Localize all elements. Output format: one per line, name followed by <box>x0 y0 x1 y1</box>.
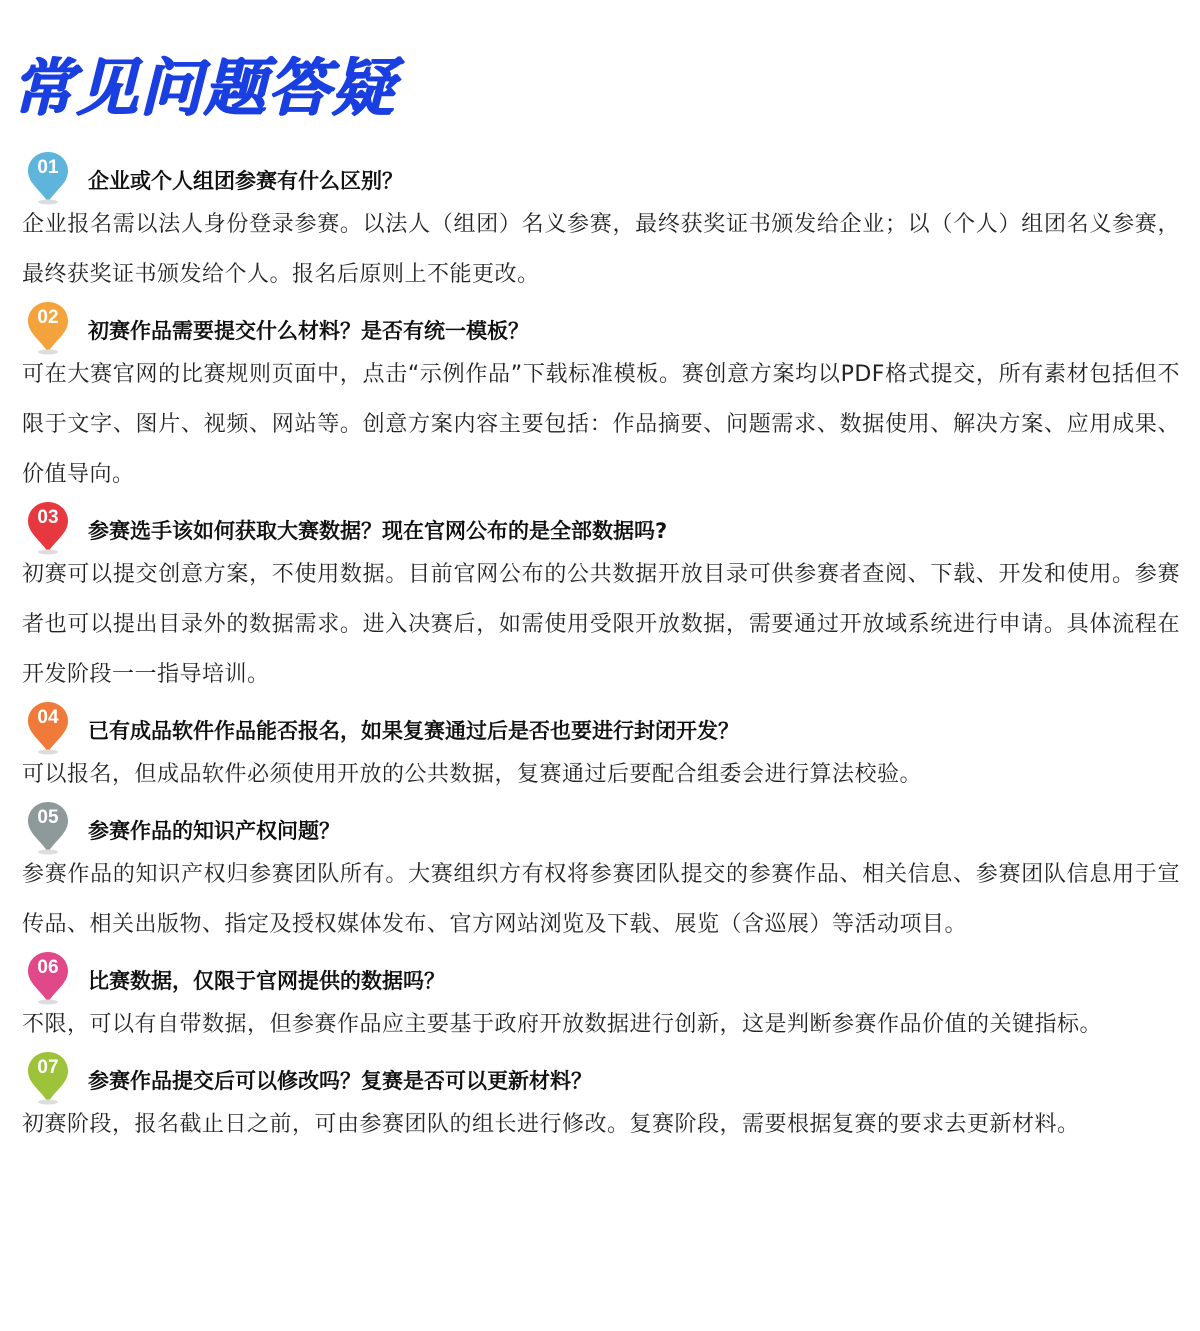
question-row <box>0 150 1200 200</box>
faq-answer: 企业报名需以法人身份登录参赛。以法人（组团）名义参赛，最终获奖证书颁发给企业；以（个人）组团名义参赛，最终获奖证书颁发给个人。报名后原则上不能更改。 <box>22 212 1180 287</box>
faq-item <box>0 150 1200 300</box>
faq-question: 已有成品软件作品能否报名，如果复赛通过后是否也要进行封闭开发？ <box>88 719 739 743</box>
faq-answer: 可以报名，但成品软件必须使用开放的公共数据，复赛通过后要配合组委会进行算法校验。 <box>22 762 923 787</box>
faq-question: 初赛作品需要提交什么材料？是否有统一模板？ <box>88 319 529 343</box>
number-pin-icon <box>26 1050 70 1106</box>
faq-question: 参赛作品提交后可以修改吗？复赛是否可以更新材料？ <box>88 1069 592 1093</box>
faq-answer: 可在大赛官网的比赛规则页面中，点击“示例作品”下载标准模板。赛创意方案均以PDF格式提交，所有素材包括但不限于文字、图片、视频、网站等。创意方案内容主要包括：作品摘要、问题需求、数据使用、解决方案、应用成果、价值导向。 <box>22 362 1180 487</box>
number-pin-icon <box>26 300 70 356</box>
faq-question: 比赛数据，仅限于官网提供的数据吗？ <box>88 969 445 993</box>
faq-item <box>0 950 1200 1050</box>
faq-number: 07 <box>37 1057 59 1078</box>
question-row <box>0 950 1200 1000</box>
faq-question: 参赛选手该如何获取大赛数据？现在官网公布的是全部数据吗? <box>88 519 668 543</box>
faq-answer: 不限，可以有自带数据，但参赛作品应主要基于政府开放数据进行创新，这是判断参赛作品价值的关键指标。 <box>22 1012 1103 1037</box>
faq-number: 04 <box>37 707 59 728</box>
faq-number: 02 <box>37 307 59 328</box>
faq-question: 企业或个人组团参赛有什么区别？ <box>88 169 403 193</box>
faq-item <box>0 800 1200 950</box>
number-pin-icon <box>26 150 70 206</box>
question-row <box>0 700 1200 750</box>
faq-list <box>0 150 1200 1150</box>
number-pin-icon <box>26 700 70 756</box>
question-row <box>0 300 1200 350</box>
question-row <box>0 500 1200 550</box>
page-title: 常见问题答疑 <box>12 51 397 124</box>
faq-item <box>0 300 1200 500</box>
faq-number: 01 <box>37 157 59 178</box>
faq-number: 06 <box>37 957 59 978</box>
faq-answer: 初赛可以提交创意方案，不使用数据。目前官网公布的公共数据开放目录可供参赛者查阅、下载、开发和使用。参赛者也可以提出目录外的数据需求。进入决赛后，如需使用受限开放数据，需要通过开放域系统进行申请。具体流程在开发阶段一一指导培训。 <box>22 562 1180 687</box>
faq-item <box>0 500 1200 700</box>
faq-item <box>0 1050 1200 1150</box>
number-pin-icon <box>26 800 70 856</box>
faq-number: 03 <box>37 507 59 528</box>
faq-number: 05 <box>37 807 59 828</box>
faq-item <box>0 700 1200 800</box>
faq-answer: 参赛作品的知识产权归参赛团队所有。大赛组织方有权将参赛团队提交的参赛作品、相关信息、参赛团队信息用于宣传品、相关出版物、指定及授权媒体发布、官方网站浏览及下载、展览（含巡展）等活动项目。 <box>22 862 1180 937</box>
number-pin-icon <box>26 500 70 556</box>
question-row <box>0 1050 1200 1100</box>
faq-question: 参赛作品的知识产权问题？ <box>88 819 340 843</box>
question-row <box>0 800 1200 850</box>
number-pin-icon <box>26 950 70 1006</box>
faq-answer: 初赛阶段，报名截止日之前，可由参赛团队的组长进行修改。复赛阶段，需要根据复赛的要求去更新材料。 <box>22 1112 1080 1137</box>
